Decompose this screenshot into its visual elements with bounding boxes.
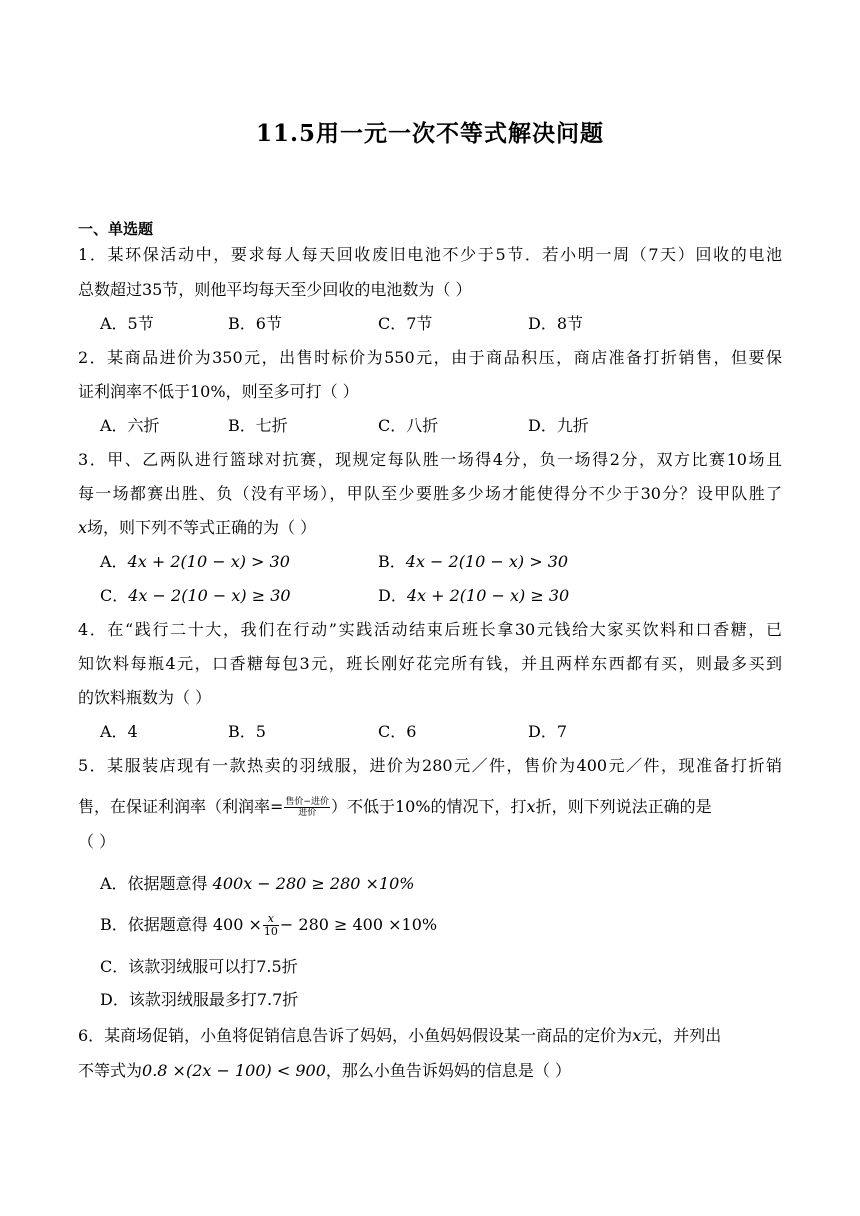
page-title: 11.5用一元一次不等式解决问题 bbox=[255, 120, 605, 147]
fraction-numerator: 售价−进价 bbox=[285, 797, 329, 807]
q5-option-c: C．该款羽绒服可以打7.5折 bbox=[100, 957, 298, 976]
q1-line-2: 总数超过35节，则他平均每天至少回收的电池数为（ ） bbox=[78, 280, 472, 299]
q6-inequality: 0.8 ×(2x − 100) < 900 bbox=[142, 1061, 326, 1080]
q5-line-2-end: 折，则下列说法正确的是 bbox=[535, 797, 712, 816]
fraction-denominator: 进价 bbox=[298, 808, 317, 818]
q1-option-a: A．5节 bbox=[100, 314, 154, 333]
q1-option-c: C．7节 bbox=[378, 314, 433, 333]
q2-line-2: 证利润率不低于10%，则至多可打（ ） bbox=[78, 382, 359, 401]
q3-option-b-expr: 4x − 2(10 − x) > 30 bbox=[405, 552, 569, 571]
q3-option-b-label: B． bbox=[378, 552, 406, 571]
q3-option-a bbox=[100, 551, 290, 573]
q3-line-1: 3．甲、乙两队进行篮球对抗赛，现规定每队胜一场得4分，负一场得2分，双方比赛10场且 bbox=[78, 450, 782, 469]
q3-option-d bbox=[378, 585, 569, 607]
q4-option-a: A．4 bbox=[100, 722, 138, 741]
q3-line-3-text: 场，则下列不等式正确的为（ ） bbox=[87, 518, 317, 537]
q3-option-d-expr: 4x + 2(10 − x) ≥ 30 bbox=[406, 586, 570, 605]
x-over-10-fraction bbox=[263, 913, 279, 938]
q5-line-3: （ ） bbox=[78, 832, 116, 851]
variable-x: x bbox=[78, 518, 88, 537]
q3-option-a-expr: 4x + 2(10 − x) > 30 bbox=[127, 552, 290, 571]
q2-option-a: A．六折 bbox=[100, 416, 160, 435]
q5-line-2-start: 售，在保证利润率（利润率= bbox=[78, 797, 284, 816]
q1-option-b: B．6节 bbox=[228, 314, 282, 333]
q4-line-1: 4．在“践行二十大，我们在行动”实践活动结束后班长拿30元钱给大家买饮料和口香糖，已 bbox=[78, 620, 782, 639]
profit-rate-fraction bbox=[284, 797, 330, 818]
q3-option-b bbox=[378, 551, 568, 573]
q5-option-b-label: B．依据题意得 bbox=[100, 915, 208, 934]
q4-option-d: D．7 bbox=[528, 722, 568, 741]
q5-line-1: 5．某服装店现有一款热卖的羽绒服，进价为280元／件，售价为400元／件，现准备打折销 bbox=[78, 756, 782, 775]
q6-line-1-end: 元，并列出 bbox=[641, 1026, 722, 1045]
variable-x: x bbox=[632, 1026, 642, 1045]
q3-option-c-label: C． bbox=[100, 586, 129, 605]
q3-option-c-expr: 4x − 2(10 − x) ≥ 30 bbox=[128, 586, 291, 605]
fraction-denominator: 10 bbox=[263, 925, 278, 938]
q5-option-b bbox=[100, 913, 437, 938]
q6-line-1-start: 6．某商场促销，小鱼将促销信息告诉了妈妈，小鱼妈妈假设某一商品的定价为 bbox=[78, 1026, 633, 1045]
q2-line-1: 2．某商品进价为350元，出售时标价为550元，由于商品积压，商店准备打折销售，但要保 bbox=[78, 348, 782, 367]
q4-option-c: C．6 bbox=[378, 722, 417, 741]
q5-option-b-pre: 400 × bbox=[212, 915, 262, 934]
section-heading: 一、单选题 bbox=[78, 220, 154, 238]
q1-line-1: 1．某环保活动中，要求每人每天回收废旧电池不少于5节．若小明一周（7天）回收的电池 bbox=[78, 245, 782, 264]
q3-option-d-label: D． bbox=[378, 586, 407, 605]
q6-line-1 bbox=[78, 1025, 782, 1047]
q6-line-2-end: ，那么小鱼告诉妈妈的信息是（ ） bbox=[325, 1061, 571, 1080]
q3-line-2: 每一场都赛出胜、负（没有平场），甲队至少要胜多少场才能使得分不少于30分？设甲队胜了 bbox=[78, 484, 782, 503]
q2-option-b: B．七折 bbox=[228, 416, 288, 435]
q5-option-a bbox=[100, 873, 415, 895]
q5-option-d: D．该款羽绒服最多打7.7折 bbox=[100, 990, 299, 1009]
q5-option-a-expr: 400x − 280 ≥ 280 ×10% bbox=[212, 874, 415, 893]
q2-option-d: D．九折 bbox=[528, 416, 589, 435]
q4-line-3: 的饮料瓶数为（ ） bbox=[78, 688, 212, 707]
q5-line-2-middle: ）不低于10%的情况下，打 bbox=[330, 797, 527, 816]
q4-option-b: B．5 bbox=[228, 722, 266, 741]
q1-option-d: D．8节 bbox=[528, 314, 584, 333]
q3-option-c bbox=[100, 585, 291, 607]
q3-option-a-label: A． bbox=[100, 552, 128, 571]
q5-option-a-label: A．依据题意得 bbox=[100, 874, 208, 893]
q2-option-c: C．八折 bbox=[378, 416, 439, 435]
q4-line-2: 知饮料每瓶4元，口香糖每包3元，班长刚好花完所有钱，并且两样东西都有买，则最多买到 bbox=[78, 654, 782, 673]
variable-x: x bbox=[526, 797, 536, 816]
q6-line-2-start: 不等式为 bbox=[78, 1061, 143, 1080]
q5-line-2 bbox=[78, 796, 782, 818]
q5-option-b-post: − 280 ≥ 400 ×10% bbox=[279, 915, 438, 934]
q3-line-3 bbox=[78, 517, 782, 539]
fraction-numerator: x bbox=[263, 913, 279, 926]
q6-line-2 bbox=[78, 1060, 782, 1082]
